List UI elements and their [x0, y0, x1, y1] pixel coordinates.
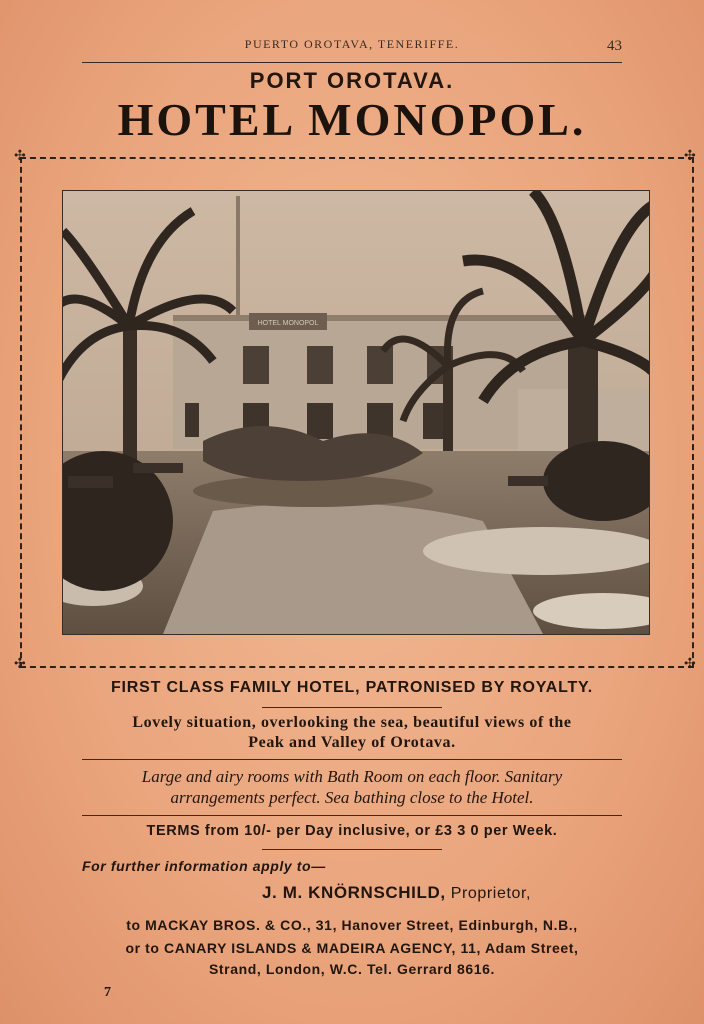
- terms-line: TERMS from 10/- per Day inclusive, or £3 3 0 per Week.: [146, 823, 558, 839]
- signature-mark: 7: [104, 985, 111, 1000]
- frame-corner-ornament: ✣: [684, 657, 696, 672]
- running-head: PUERTO OROTAVA, TENERIFFE.: [244, 37, 460, 51]
- garden-bench: [68, 476, 113, 488]
- header-rule: [82, 62, 622, 63]
- page-number: 43: [607, 38, 622, 54]
- advert-title: HOTEL MONOPOL.: [117, 94, 587, 145]
- frame-corner-ornament: ✣: [14, 657, 26, 672]
- rooms-line-2: arrangements perfect. Sea bathing close to the Hotel.: [170, 788, 534, 807]
- advert-headline: FIRST CLASS FAMILY HOTEL, PATRONISED BY ROYALTY.: [110, 679, 593, 696]
- hotel-photograph: [62, 190, 650, 635]
- proprietor-line: [262, 883, 531, 903]
- address-line-2: or to CANARY ISLANDS & MADEIRA AGENCY, 11, Adam Street,: [125, 940, 579, 956]
- proprietor-title: Proprietor,: [450, 885, 532, 902]
- separator-rule: [262, 849, 442, 850]
- advert-subtitle: PORT OROTAVA.: [249, 68, 455, 93]
- rooms-line-1: Large and airy rooms with Bath Room on each floor. Sanitary: [141, 767, 563, 786]
- address-line-1: to MACKAY BROS. & CO., 31, Hanover Street, Edinburgh, N.B.,: [126, 917, 578, 933]
- situation-line-2: Peak and Valley of Orotava.: [248, 734, 456, 751]
- frame-corner-ornament: ✣: [14, 149, 26, 164]
- hotel-sign-text: HOTEL MONOPOL: [257, 320, 319, 327]
- hotel-photo-illustration: [63, 191, 649, 634]
- situation-line-1: Lovely situation, overlooking the sea, beautiful views of the: [132, 714, 572, 731]
- separator-rule: [82, 815, 622, 816]
- garden-bench: [508, 476, 548, 486]
- apply-line: For further information apply to—: [82, 858, 326, 874]
- frame-corner-ornament: ✣: [684, 149, 696, 164]
- separator-rule: [82, 759, 622, 760]
- garden-bench: [133, 463, 183, 473]
- separator-rule: [262, 707, 442, 708]
- address-line-3: Strand, London, W.C. Tel. Gerrard 8616.: [208, 961, 496, 977]
- proprietor-name: J. M. KNÖRNSCHILD,: [262, 883, 446, 902]
